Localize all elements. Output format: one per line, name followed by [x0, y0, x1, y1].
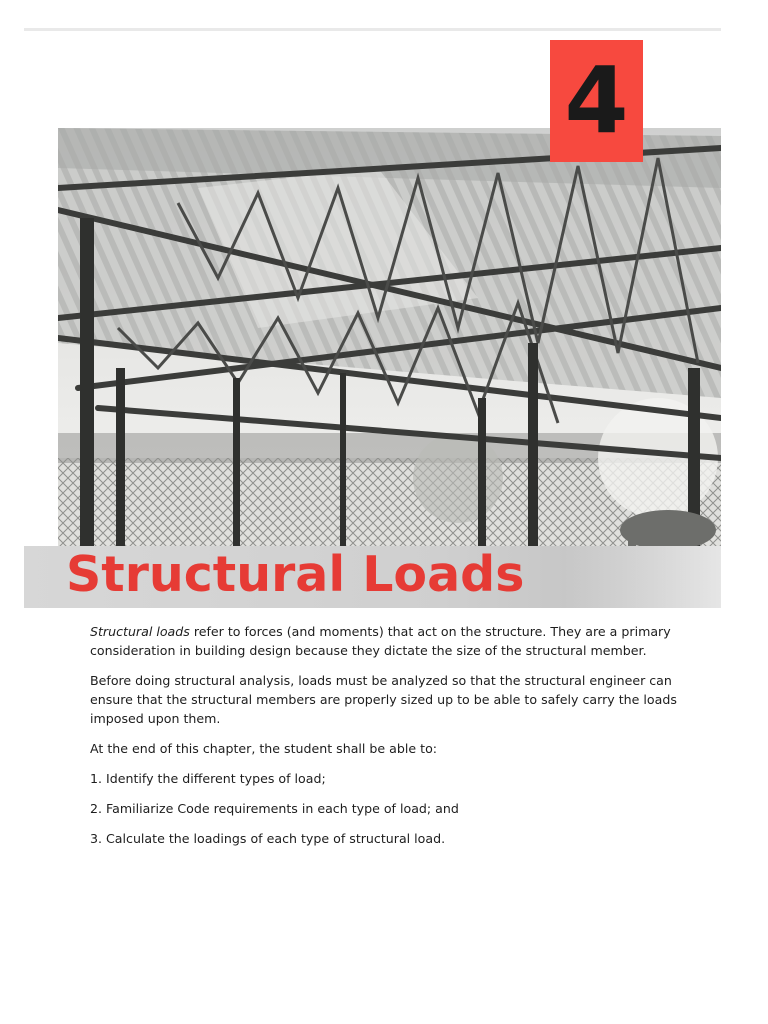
chapter-title: Structural Loads [66, 546, 525, 603]
banner-fade [564, 546, 721, 608]
chapter-number: 4 [564, 47, 629, 154]
chapter-intro-text [90, 622, 680, 859]
objective-item: 1. Identify the different types of load; [90, 771, 326, 786]
intro-paragraph [90, 622, 680, 660]
objective-item: 2. Familiarize Code requirements in each type of load; and [90, 801, 459, 816]
chapter-number-badge [550, 40, 643, 162]
analysis-paragraph: Before doing structural analysis, loads must be analyzed so that the structural engineer can ensure that the structural members are properly sized up to be able to safely carry the loads imposed upon them. [90, 673, 677, 726]
page-top-edge [24, 28, 721, 31]
intro-term: Structural loads [90, 624, 190, 639]
objective-item: 3. Calculate the loadings of each type of structural load. [90, 831, 446, 846]
intro-rest: refer to forces (and moments) that act on the structure. They are a primary consideration in building design because they dictate the size of the structural member. [90, 624, 671, 658]
steel-truss-roof-photo [58, 128, 721, 548]
objectives-intro: At the end of this chapter, the student shall be able to: [90, 741, 438, 756]
chapter-title-banner [24, 546, 721, 608]
